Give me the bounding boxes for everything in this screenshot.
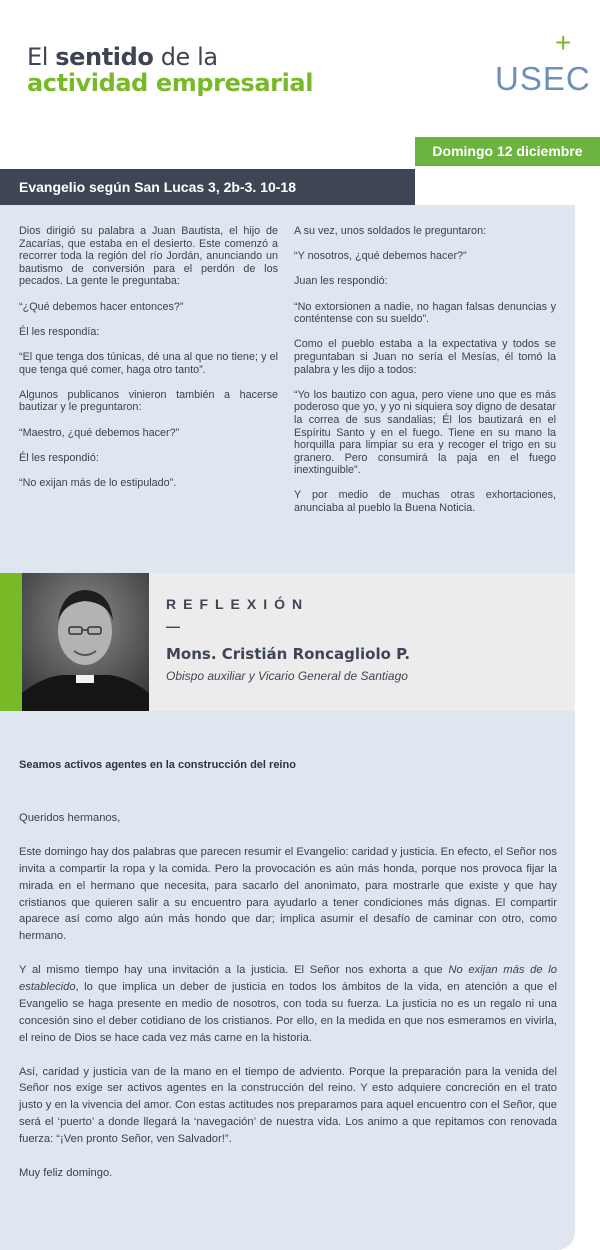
gospel-paragraph: “No extorsionen a nadie, no hagan falsas denuncias y conténtense con su sueldo”. bbox=[294, 300, 556, 326]
title-bold-word: sentido bbox=[55, 43, 154, 71]
gospel-panel bbox=[0, 205, 575, 573]
reflection-body-panel bbox=[0, 711, 575, 1250]
body-paragraph-part: Y al mismo tiempo hay una invitación a la justicia. El Señor nos exhorta a que bbox=[19, 964, 449, 977]
title-line-1 bbox=[27, 44, 313, 70]
title-prefix: El bbox=[27, 43, 56, 71]
gospel-paragraph: A su vez, unos soldados le preguntaron: bbox=[294, 225, 487, 237]
body-paragraph: Este domingo hay dos palabras que parecen resumir el Evangelio: caridad y justicia. En efecto, el Señor nos invita a compartir la ropa y la comida. Pero la provocación es aún más honda, porque nos provoca fijar la mirada en el hermano que necesita, para sacarlo del anonimato, para mostrarle que existe y que hay cristianos que quieren salir a su encuentro para ayudarlo a tener condiciones más dignas. El compartir aparece así como algo aún más hondo que dar; implica asumir el desafío de caminar con otro, como hermano. bbox=[19, 845, 557, 943]
page-title bbox=[27, 44, 313, 96]
gospel-paragraph: “¿Qué debemos hacer entonces?” bbox=[19, 300, 184, 313]
title-line-2: actividad empresarial bbox=[27, 69, 314, 97]
body-paragraph: Así, caridad y justicia van de la mano en el tiempo de adviento. Porque la preparación para la venida del Señor nos exige ser activos agentes en la construcción del reino. Y esto adquiere concreción en el trato justo y en la vivencia del amor. Con estas actitudes nos preparamos para aquel encuentro con el Señor, que será el ‘puerto’ a donde llegará la ‘navegación’ de nuestra vida. Los animo a que repitamos con renovada fuerza: “¡Ven pronto Señor, ven Salvador!”. bbox=[19, 1065, 557, 1146]
gospel-right-column bbox=[294, 225, 556, 527]
logo-text: USEC bbox=[495, 60, 591, 97]
reflection-label: REFLEXIÓN bbox=[166, 596, 310, 612]
gospel-paragraph: Algunos publicanos vinieron también a hacerse bautizar y le preguntaron: bbox=[19, 388, 278, 414]
author-name: Mons. Cristián Roncagliolo P. bbox=[166, 645, 411, 663]
author-portrait-image bbox=[22, 573, 149, 711]
gospel-paragraph: “No exijan más de lo estipulado”. bbox=[19, 476, 177, 489]
gospel-paragraph: “Y nosotros, ¿qué debemos hacer?” bbox=[294, 250, 467, 263]
body-text bbox=[19, 810, 557, 1199]
body-paragraph-part: , lo que implica un deber de justicia en todos los ámbitos de la vida, en atención a que el Evangelio se haga presente en medio de nosotros, con toda su fuerza. La justicia no es un regalo ni una concesión sino el deber cotidiano de los cristianos. Por ello, en la medida en que nos esmeramos en vivirla, el reino de Dios se hace cada vez más carne en la historia. bbox=[19, 981, 557, 1044]
gospel-paragraph: Como el pueblo estaba a la expectativa y todos se preguntaban si Juan no sería el Mesías, él tomó la palabra y les dijo a todos: bbox=[294, 338, 556, 376]
body-paragraph bbox=[19, 962, 557, 1047]
closing: Muy feliz domingo. bbox=[19, 1166, 113, 1179]
gospel-paragraph: “Yo los bautizo con agua, pero viene uno que es más poderoso que yo, y yo ni siquiera soy digno de desatar la correa de sus sandalias; Él los bautizará en el Espíritu Santo y en el fuego. Tiene en su mano la horquilla para limpiar su era y recoger el trigo en su granero. Pero consumirá la paja en el fuego inextinguible”. bbox=[294, 388, 556, 477]
greeting: Queridos hermanos, bbox=[19, 812, 121, 824]
gospel-paragraph: Él les respondía: bbox=[19, 325, 100, 338]
logo-plus: + bbox=[555, 27, 572, 58]
reflection-panel bbox=[149, 573, 575, 711]
reflection-dash: — bbox=[166, 618, 180, 634]
author-photo bbox=[22, 573, 149, 711]
gospel-paragraph: Él les respondió: bbox=[19, 451, 99, 464]
accent-strip bbox=[0, 573, 22, 711]
gospel-paragraph: “Maestro, ¿qué debemos hacer?” bbox=[19, 426, 180, 439]
body-quote-italic: No exijan más de lo establecido bbox=[19, 964, 557, 994]
author-role: Obispo auxiliar y Vicario General de Santiago bbox=[166, 669, 408, 683]
gospel-paragraph: “El que tenga dos túnicas, dé una al que no tiene; y el que tenga qué comer, haga otro tanto”. bbox=[19, 350, 278, 376]
title-suffix: de la bbox=[153, 43, 218, 71]
date-badge: Domingo 12 diciembre bbox=[415, 137, 600, 166]
gospel-title-bar: Evangelio según San Lucas 3, 2b-3. 10-18 bbox=[0, 169, 415, 205]
body-heading: Seamos activos agentes en la construcción del reino bbox=[19, 759, 296, 771]
gospel-paragraph: Y por medio de muchas otras exhortaciones, anunciaba al pueblo la Buena Noticia. bbox=[294, 489, 556, 515]
usec-logo bbox=[493, 27, 591, 97]
gospel-paragraph: Dios dirigió su palabra a Juan Bautista, el hijo de Zacarías, que estaba en el desierto. Este comenzó a recorrer toda la región del río Jordán, anunciando un bautismo de conversión para el perdón de los pecados. La gente le preguntaba: bbox=[19, 225, 278, 288]
gospel-paragraph: Juan les respondió: bbox=[294, 275, 388, 288]
gospel-left-column bbox=[19, 225, 278, 502]
